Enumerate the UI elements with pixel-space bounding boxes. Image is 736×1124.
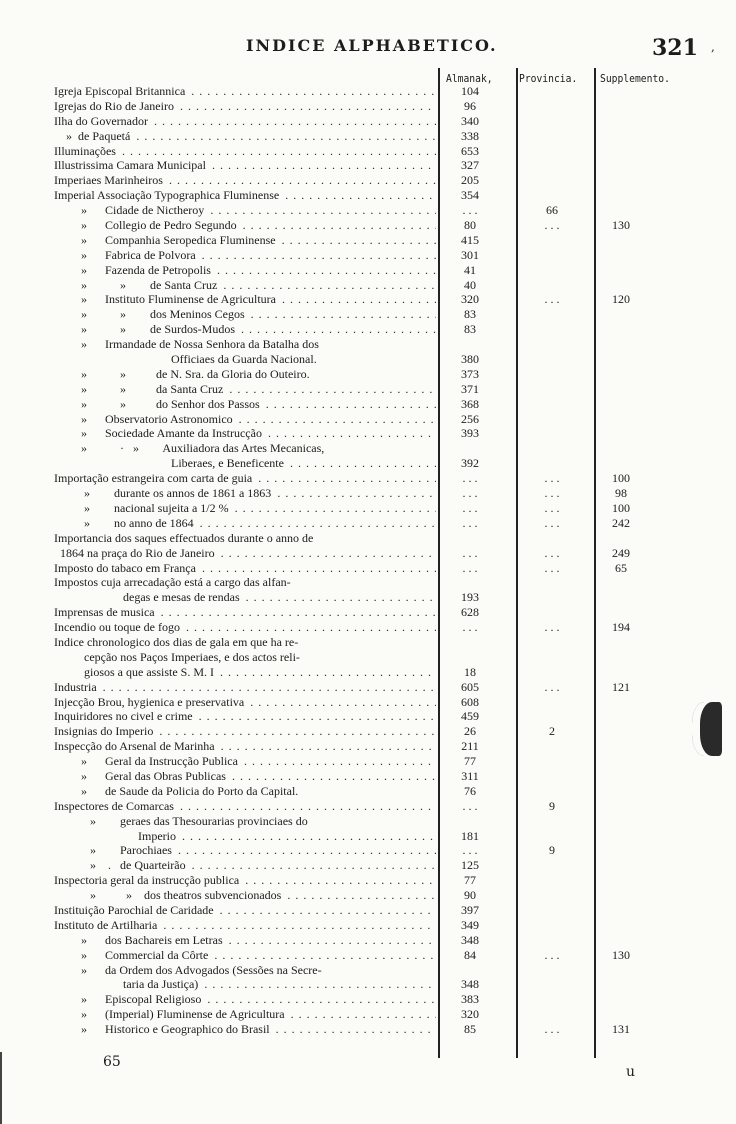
index-entry	[54, 114, 694, 129]
index-entry	[54, 665, 694, 680]
entry-almanak: 415	[461, 232, 479, 247]
entry-name	[54, 158, 436, 173]
index-entry	[54, 516, 694, 531]
entry-provincia: . . .	[544, 515, 560, 530]
entry-name	[54, 695, 436, 710]
entry-name-text: Inspecção do Arsenal de Marinha	[54, 739, 215, 754]
entry-almanak: 383	[461, 992, 479, 1007]
entry-name-text: » » de N. Sra. da Gloria do Outeiro.	[54, 366, 310, 381]
entry-name-text: » nacional sujeita a 1/2 %	[54, 500, 229, 515]
footer-signature: 65	[103, 1054, 121, 1070]
entry-name	[54, 99, 436, 114]
entry-name-text: » Fazenda de Petropolis	[54, 262, 211, 277]
entry-almanak: 83	[464, 322, 476, 337]
index-entry	[54, 814, 694, 829]
entry-almanak: . . .	[462, 843, 478, 858]
entry-almanak: 205	[461, 173, 479, 188]
entry-name	[54, 218, 436, 233]
entry-almanak: 354	[461, 188, 479, 203]
entry-name-text: » » de Santa Cruz	[54, 277, 218, 292]
entry-provincia: . . .	[544, 500, 560, 515]
index-entry	[54, 412, 694, 427]
entry-almanak: 96	[464, 98, 476, 113]
index-entry	[54, 650, 694, 665]
entry-name-text: Insignias do Imperio	[54, 724, 154, 739]
entry-provincia: 2	[549, 724, 555, 739]
index-entry	[54, 203, 694, 218]
entry-supplemento: 249	[612, 545, 630, 560]
entry-name	[54, 233, 436, 248]
index-entry	[54, 709, 694, 724]
entry-name	[54, 769, 436, 784]
entry-almanak: 193	[461, 590, 479, 605]
entry-name-text: » Companhia Seropedica Fluminense	[54, 232, 276, 247]
entry-name	[54, 948, 436, 963]
entry-almanak: 340	[461, 113, 479, 128]
entry-provincia: . . .	[544, 620, 560, 635]
index-entry	[54, 784, 694, 799]
index-entry	[54, 829, 694, 844]
entry-supplemento: 121	[612, 679, 630, 694]
entry-almanak: 40	[464, 277, 476, 292]
entry-almanak: 41	[464, 262, 476, 277]
entry-name	[54, 248, 436, 263]
entry-name	[54, 501, 436, 516]
index-entry	[54, 397, 694, 412]
entry-almanak: 301	[461, 247, 479, 262]
entry-almanak: 327	[461, 158, 479, 173]
entry-name	[54, 650, 436, 665]
index-entry	[54, 948, 694, 963]
index-entry	[54, 84, 694, 99]
entry-name-text: » dos Bachareis em Letras	[54, 932, 223, 947]
entry-provincia: 66	[546, 203, 558, 218]
entry-name	[54, 412, 436, 427]
index-entry	[54, 635, 694, 650]
index-entry	[54, 918, 694, 933]
entry-almanak: 76	[464, 783, 476, 798]
index-entry	[54, 739, 694, 754]
entry-name	[54, 992, 436, 1007]
entry-almanak: 368	[461, 396, 479, 411]
entry-provincia: . . .	[544, 471, 560, 486]
entry-name	[54, 307, 436, 322]
entry-name	[54, 84, 436, 99]
entry-name-text: Imposto do tabaco em França	[54, 560, 196, 575]
index-entry	[54, 992, 694, 1007]
entry-name	[54, 605, 436, 620]
entry-name	[54, 739, 436, 754]
entry-name-text: » de Saude da Policia do Porto da Capital.	[54, 783, 299, 798]
index-entry	[54, 680, 694, 695]
entry-almanak: 77	[464, 873, 476, 888]
index-entry	[54, 903, 694, 918]
entry-name-text: » Geral das Obras Publicas	[54, 768, 226, 783]
entry-name-text: Officiaes da Guarda Nacional.	[54, 352, 317, 367]
entry-name-text: » Commercial da Côrte	[54, 947, 209, 962]
entry-name	[54, 590, 436, 605]
entry-name-text: degas e mesas de rendas	[54, 590, 240, 605]
entry-name-text: Imperiaes Marinheiros	[54, 173, 163, 188]
footer-mark: u	[626, 1064, 636, 1080]
entry-name-text: » de Paquetá	[54, 128, 131, 143]
entry-name	[54, 963, 436, 978]
corner-mark: ,	[711, 40, 715, 54]
entry-supplemento: 100	[612, 500, 630, 515]
index-entry	[54, 873, 694, 888]
entry-provincia: . . .	[544, 545, 560, 560]
column-header-almanak: Almanak,	[446, 72, 493, 85]
index-entry	[54, 337, 694, 352]
index-entry	[54, 799, 694, 814]
entry-almanak: . . .	[462, 560, 478, 575]
entry-name-text: cepção nos Paços Imperiaes, e dos actos reli-	[54, 649, 300, 664]
entry-name	[54, 829, 436, 844]
entry-name-text: » da Ordem dos Advogados (Sessões na Secre-	[54, 962, 322, 977]
entry-name-text: Imperial Associação Typographica Fluminense	[54, 188, 280, 203]
entry-name-text: Inspectores de Comarcas	[54, 798, 174, 813]
entry-almanak: . . .	[462, 471, 478, 486]
entry-name	[54, 903, 436, 918]
index-entry	[54, 292, 694, 307]
entry-name	[54, 680, 436, 695]
index-entry	[54, 575, 694, 590]
entry-name	[54, 977, 436, 992]
index-entry	[54, 977, 694, 992]
entry-name	[54, 784, 436, 799]
entry-almanak: 349	[461, 917, 479, 932]
entry-name-text: Instituição Parochial de Caridade	[54, 902, 214, 917]
entry-name	[54, 724, 436, 739]
entry-name	[54, 471, 436, 486]
entry-almanak: . . .	[462, 203, 478, 218]
index-entry	[54, 367, 694, 382]
entry-almanak: 211	[461, 739, 479, 754]
index-entry	[54, 754, 694, 769]
index-entries	[54, 84, 694, 1037]
entry-almanak: 348	[461, 932, 479, 947]
entry-name	[54, 709, 436, 724]
index-entry	[54, 858, 694, 873]
entry-name-text: Imperio	[54, 828, 176, 843]
entry-name-text: » » do Senhor dos Passos	[54, 396, 260, 411]
entry-name-text: Inquiridores no civel e crime	[54, 709, 193, 724]
entry-almanak: 338	[461, 128, 479, 143]
entry-name	[54, 546, 436, 561]
entry-provincia: . . .	[544, 486, 560, 501]
entry-name-text: » Cidade de Nictheroy	[54, 203, 205, 218]
index-entry	[54, 382, 694, 397]
entry-name	[54, 620, 436, 635]
index-entry	[54, 888, 694, 903]
entry-name-text: giosos a que assiste S. M. I	[54, 664, 214, 679]
entry-supplemento: 242	[612, 515, 630, 530]
entry-name-text: Instituto de Artilharia	[54, 917, 158, 932]
index-entry	[54, 724, 694, 739]
entry-name	[54, 1007, 436, 1022]
index-entry	[54, 471, 694, 486]
entry-provincia: . . .	[544, 947, 560, 962]
entry-name	[54, 516, 436, 531]
entry-name-text: » » da Santa Cruz	[54, 381, 224, 396]
entry-name	[54, 843, 436, 858]
entry-almanak: 18	[464, 664, 476, 679]
index-entry	[54, 620, 694, 635]
entry-almanak: 393	[461, 426, 479, 441]
entry-name	[54, 397, 436, 412]
entry-name-text: » durante os annos de 1861 a 1863	[54, 486, 272, 501]
entry-name	[54, 918, 436, 933]
entry-name-text: » » dos theatros subvencionados	[54, 888, 282, 903]
entry-name-text: Inspectoria geral da instrucção publica	[54, 873, 240, 888]
entry-name-text: Illustrissima Camara Municipal	[54, 158, 206, 173]
entry-almanak: 181	[461, 828, 479, 843]
entry-name-text: taria da Justiça)	[54, 977, 199, 992]
entry-supplemento: 130	[612, 947, 630, 962]
entry-almanak: 605	[461, 679, 479, 694]
entry-name	[54, 426, 436, 441]
entry-provincia: . . .	[544, 218, 560, 233]
index-entry	[54, 1007, 694, 1022]
index-entry	[54, 546, 694, 561]
entry-name	[54, 754, 436, 769]
entry-almanak: 373	[461, 366, 479, 381]
entry-almanak: 320	[461, 1007, 479, 1022]
index-entry	[54, 99, 694, 114]
entry-name-text: » Sociedade Amante da Instrucção	[54, 426, 262, 441]
entry-provincia: 9	[549, 843, 555, 858]
entry-almanak: 392	[461, 456, 479, 471]
entry-name	[54, 292, 436, 307]
entry-name-text: Impostos cuja arrecadação está a cargo das alfan-	[54, 575, 291, 590]
index-entry	[54, 188, 694, 203]
entry-name-text: Importação estrangeira com carta de guia	[54, 471, 253, 486]
entry-name-text: Igreja Episcopal Britannica	[54, 84, 186, 98]
entry-name	[54, 888, 436, 903]
entry-name	[54, 858, 436, 873]
entry-almanak: 125	[461, 858, 479, 873]
entry-name-text: » » de Surdos-Mudos	[54, 322, 236, 337]
entry-almanak: 371	[461, 381, 479, 396]
entry-name	[54, 367, 436, 382]
entry-name-text: » Collegio de Pedro Segundo	[54, 218, 237, 233]
entry-name	[54, 203, 436, 218]
entry-name	[54, 382, 436, 397]
ink-blot	[692, 702, 722, 756]
entry-name-text: Injecção Brou, hygienica e preservativa	[54, 694, 245, 709]
entry-provincia: . . .	[544, 679, 560, 694]
column-header-provincia: Provincia.	[519, 72, 578, 85]
entry-supplemento: 120	[612, 292, 630, 307]
entry-name-text: » (Imperial) Fluminense de Agricultura	[54, 1007, 285, 1022]
index-entry	[54, 590, 694, 605]
entry-almanak: 90	[464, 888, 476, 903]
entry-almanak: . . .	[462, 545, 478, 560]
entry-provincia: . . .	[544, 1022, 560, 1037]
index-entry	[54, 352, 694, 367]
index-entry	[54, 561, 694, 576]
entry-name-text: Igrejas do Rio de Janeiro	[54, 98, 174, 113]
entry-almanak: . . .	[462, 798, 478, 813]
entry-supplemento: 100	[612, 471, 630, 486]
entry-almanak: 77	[464, 754, 476, 769]
entry-almanak: . . .	[462, 500, 478, 515]
entry-almanak: 608	[461, 694, 479, 709]
entry-almanak: 380	[461, 352, 479, 367]
entry-almanak: . . .	[462, 515, 478, 530]
index-entry	[54, 322, 694, 337]
entry-name-text: 1864 na praça do Rio de Janeiro	[54, 545, 215, 560]
page-edge	[0, 1052, 2, 1124]
entry-name	[54, 486, 436, 501]
index-entry	[54, 263, 694, 278]
entry-name-text: Ilha do Governador	[54, 113, 148, 128]
entry-provincia: 9	[549, 798, 555, 813]
entry-name-text: Industria	[54, 679, 97, 694]
entry-almanak: 104	[461, 84, 479, 98]
entry-name-text: Indice chronologico dos dias de gala em que ha re-	[54, 634, 299, 649]
entry-almanak: 84	[464, 947, 476, 962]
entry-name-text: » Parochiaes	[54, 843, 172, 858]
entry-provincia: . . .	[544, 560, 560, 575]
index-entry	[54, 486, 694, 501]
index-entry	[54, 769, 694, 784]
entry-almanak: 256	[461, 411, 479, 426]
index-entry	[54, 129, 694, 144]
entry-almanak: 348	[461, 977, 479, 992]
index-entry	[54, 248, 694, 263]
entry-name-text: Illuminações	[54, 143, 116, 158]
page-number: 321	[652, 35, 698, 61]
entry-almanak: 320	[461, 292, 479, 307]
index-entry	[54, 501, 694, 516]
page-title: INDICE ALPHABETICO.	[246, 36, 498, 55]
index-entry	[54, 441, 694, 456]
entry-name	[54, 114, 436, 129]
entry-almanak: 311	[461, 768, 479, 783]
entry-name-text: » Irmandade de Nossa Senhora da Batalha dos	[54, 337, 319, 352]
column-header-supplemento: Supplemento.	[600, 72, 670, 85]
entry-name	[54, 933, 436, 948]
entry-name	[54, 456, 436, 471]
entry-supplemento: 194	[612, 620, 630, 635]
index-entry	[54, 218, 694, 233]
entry-name-text: » » dos Meninos Cegos	[54, 307, 245, 322]
entry-name	[54, 337, 436, 352]
entry-almanak: 83	[464, 307, 476, 322]
entry-name-text: » Instituto Fluminense de Agricultura	[54, 292, 276, 307]
index-entry	[54, 233, 694, 248]
entry-name	[54, 173, 436, 188]
entry-name-text: » Observatorio Astronomico	[54, 411, 233, 426]
entry-almanak: 80	[464, 218, 476, 233]
entry-supplemento: 98	[615, 486, 627, 501]
entry-name-text: » no anno de 1864	[54, 515, 194, 530]
entry-name	[54, 322, 436, 337]
entry-name-text: Importancia dos saques effectuados durante o anno de	[54, 530, 314, 545]
entry-almanak: 459	[461, 709, 479, 724]
entry-name	[54, 1022, 436, 1037]
entry-name-text: Imprensas de musica	[54, 605, 155, 620]
entry-name-text: » · » Auxiliadora das Artes Mecanicas,	[54, 441, 325, 456]
entry-almanak: 653	[461, 143, 479, 158]
index-entry	[54, 307, 694, 322]
entry-name	[54, 665, 436, 680]
index-entry	[54, 605, 694, 620]
entry-supplemento: 131	[612, 1022, 630, 1037]
entry-name	[54, 129, 436, 144]
index-entry	[54, 531, 694, 546]
entry-name	[54, 575, 436, 590]
entry-almanak: . . .	[462, 620, 478, 635]
index-entry	[54, 173, 694, 188]
entry-name	[54, 441, 436, 456]
entry-name	[54, 188, 436, 203]
entry-almanak: . . .	[462, 486, 478, 501]
index-entry	[54, 1022, 694, 1037]
entry-name	[54, 352, 436, 367]
entry-name	[54, 263, 436, 278]
entry-name	[54, 531, 436, 546]
entry-name	[54, 814, 436, 829]
index-entry	[54, 144, 694, 159]
entry-name-text: » Historico e Geographico do Brasil	[54, 1022, 270, 1037]
entry-name	[54, 561, 436, 576]
entry-name	[54, 635, 436, 650]
entry-name	[54, 799, 436, 814]
index-entry	[54, 278, 694, 293]
index-entry	[54, 695, 694, 710]
entry-almanak: 85	[464, 1022, 476, 1037]
entry-name-text: » Fabrica de Polvora	[54, 247, 196, 262]
entry-name-text: Incendio ou toque de fogo	[54, 620, 180, 635]
index-entry	[54, 843, 694, 858]
entry-name-text: » Geral da Instrucção Publica	[54, 754, 238, 769]
entry-name	[54, 873, 436, 888]
index-entry	[54, 456, 694, 471]
entry-supplemento: 65	[615, 560, 627, 575]
entry-almanak: 628	[461, 605, 479, 620]
entry-supplemento: 130	[612, 218, 630, 233]
index-entry	[54, 933, 694, 948]
index-entry	[54, 426, 694, 441]
entry-name-text: Liberaes, e Beneficente	[54, 456, 284, 471]
entry-name-text: » geraes das Thesourarias provinciaes do	[54, 813, 308, 828]
entry-provincia: . . .	[544, 292, 560, 307]
entry-name-text: » Episcopal Religioso	[54, 992, 202, 1007]
entry-name-text: » . de Quarteirão	[54, 858, 186, 873]
index-entry	[54, 963, 694, 978]
index-entry	[54, 158, 694, 173]
entry-almanak: 26	[464, 724, 476, 739]
entry-name	[54, 278, 436, 293]
entry-name	[54, 144, 436, 159]
entry-almanak: 397	[461, 902, 479, 917]
